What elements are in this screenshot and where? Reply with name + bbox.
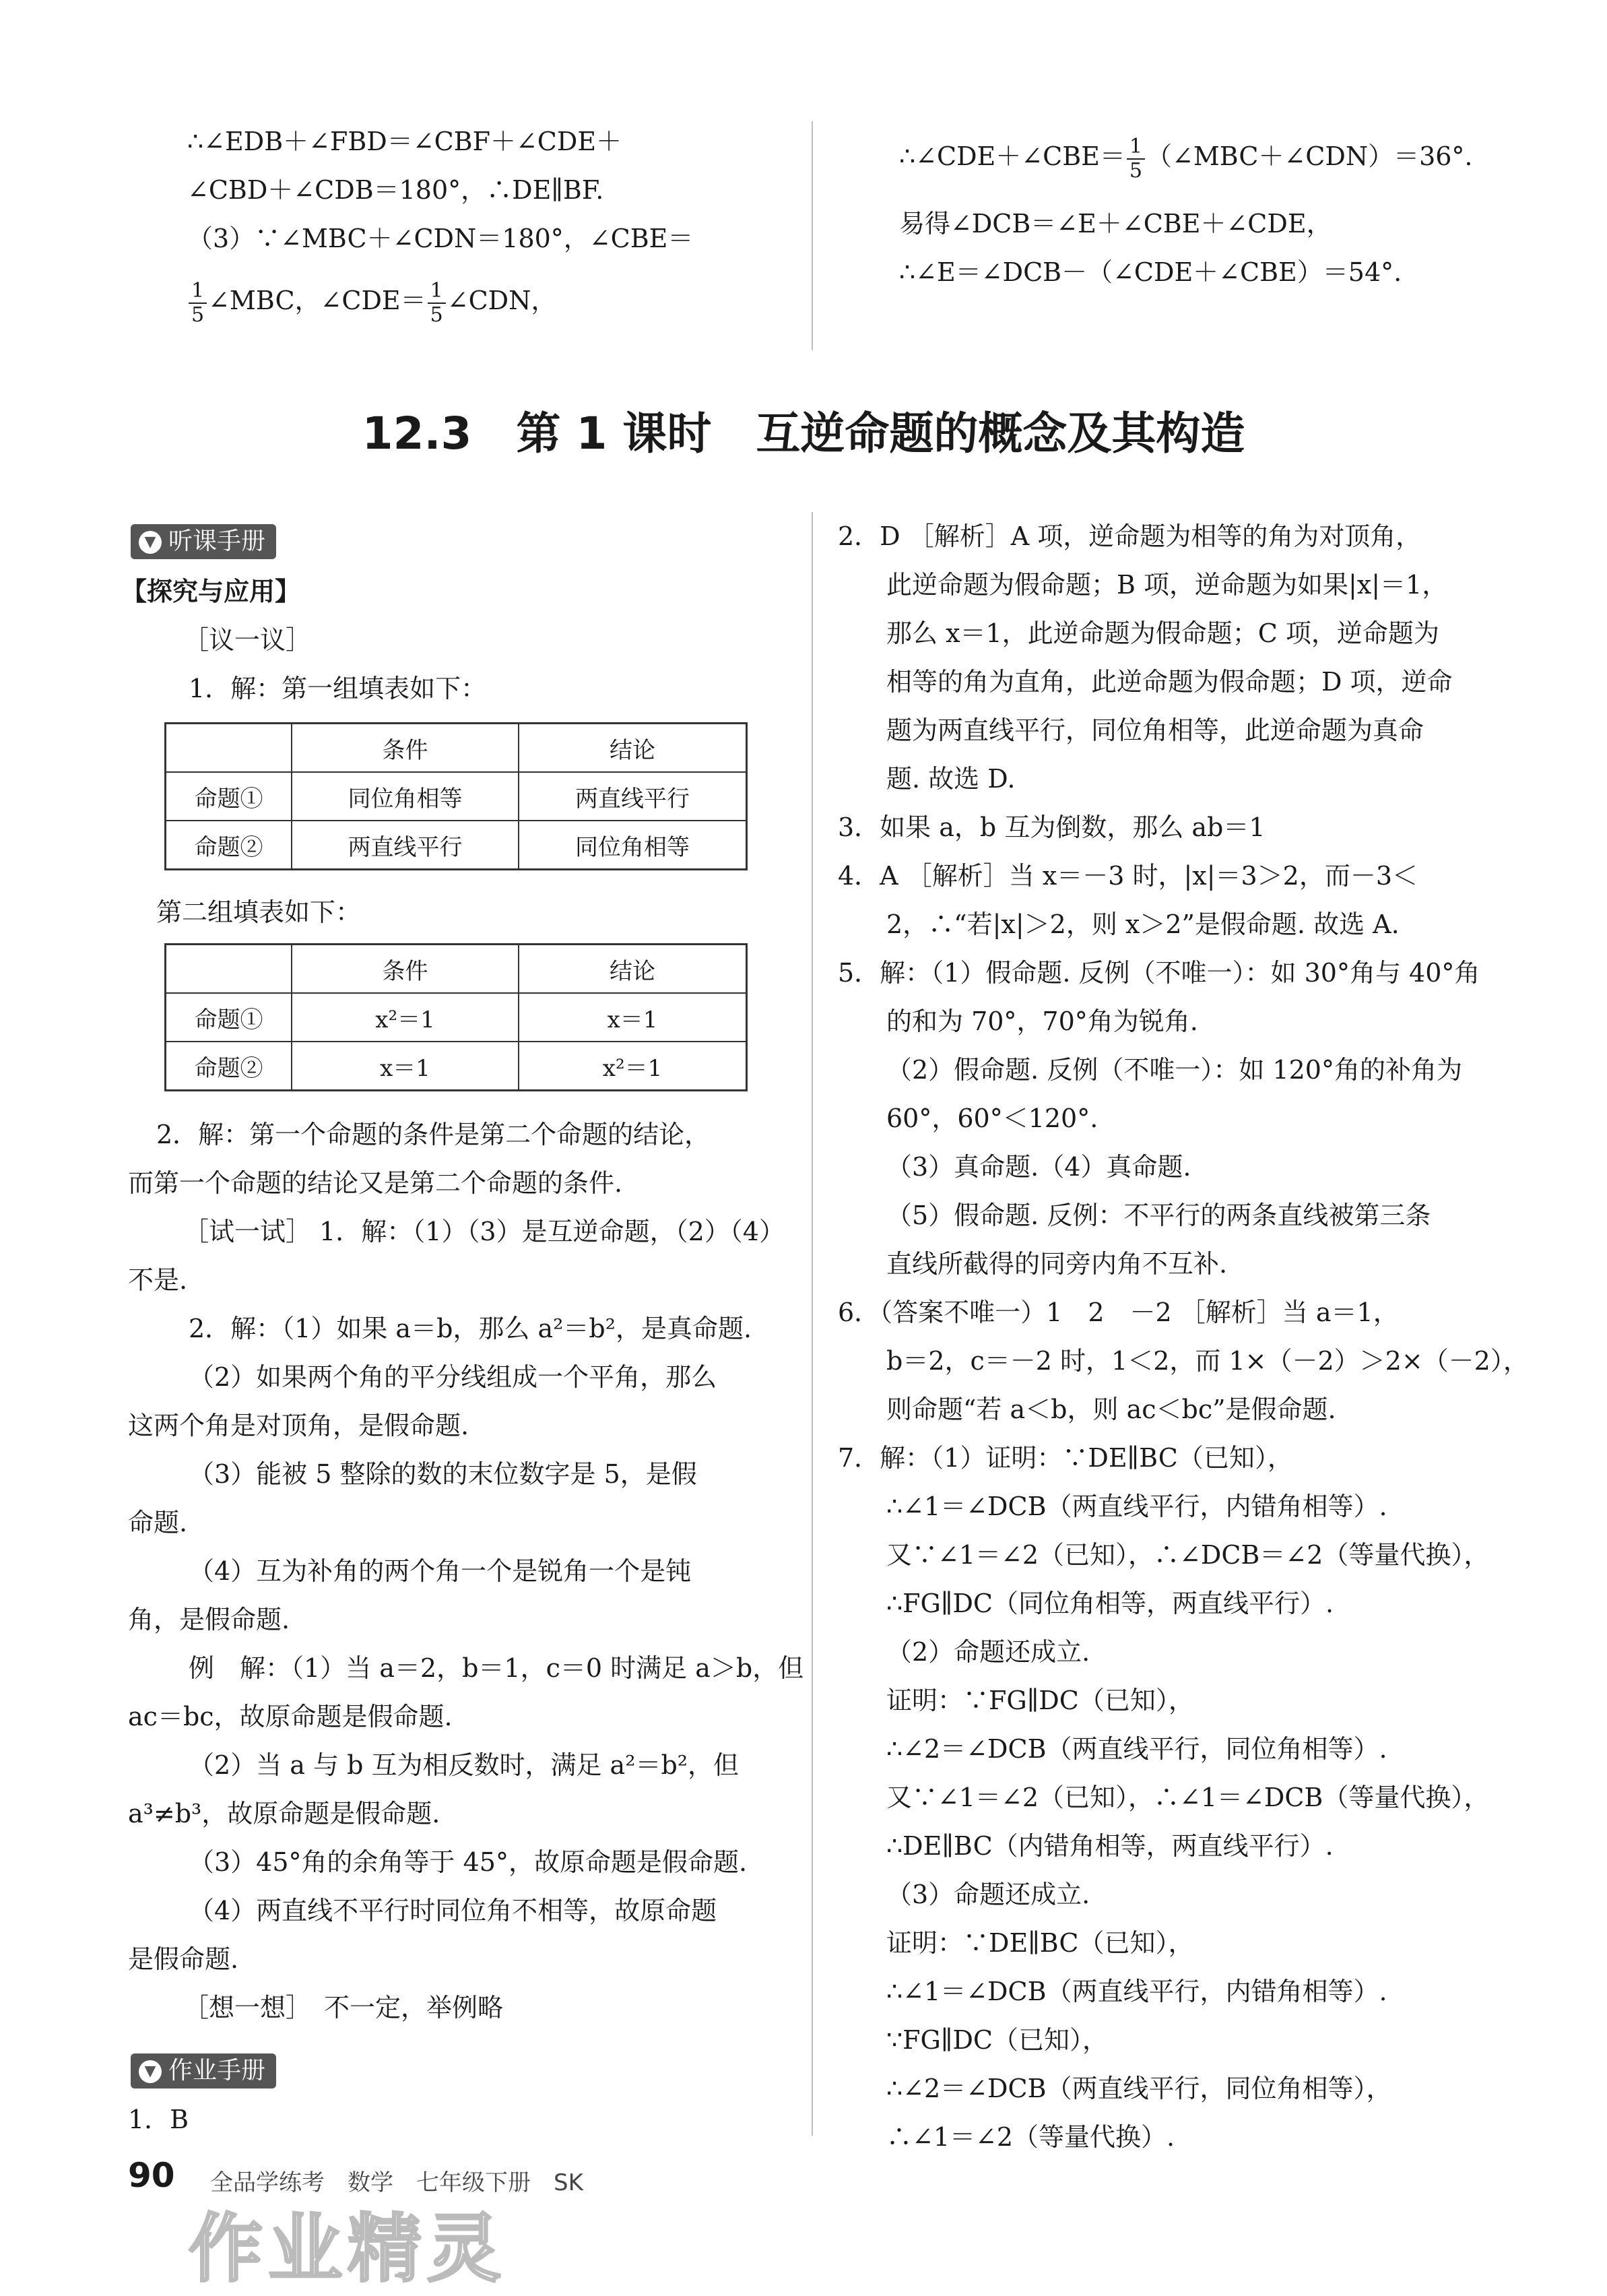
right-line: 题. 故选 D.	[886, 764, 1016, 794]
page-number: 90	[128, 2156, 175, 2195]
right-line: 又∵∠1＝∠2（已知），∴∠DCB＝∠2（等量代换），	[886, 1540, 1490, 1570]
right-line: 7．解：（1）证明：∵DE∥BC（已知），	[838, 1443, 1293, 1473]
right-line: 6．（答案不唯一）1 2 －2 ［解析］当 a＝1，	[838, 1298, 1399, 1327]
table-group-1	[164, 722, 748, 870]
table-cell: 同位角相等	[519, 821, 747, 870]
table-header-cell: 结论	[519, 724, 747, 773]
right-line: 题为两直线平行，同位角相等，此逆命题为真命	[886, 715, 1424, 745]
table-header-row	[166, 724, 747, 773]
right-line: 60°，60°＜120°.	[886, 1104, 1098, 1133]
table-header-cell: 结论	[519, 945, 747, 994]
table-cell: 命题①	[166, 772, 292, 821]
right-line: 2．D ［解析］A 项，逆命题为相等的角为对顶角，	[838, 521, 1422, 551]
column-divider	[812, 512, 813, 2136]
left-line: a³≠b³，故原命题是假命题.	[128, 1799, 440, 1828]
fraction-one-fifth: $\frac{1}{5}$	[428, 280, 446, 327]
right-line: ∴∠2＝∠DCB（两直线平行，同位角相等），	[886, 2074, 1392, 2103]
left-line: （4）互为补角的两个角一个是锐角一个是钝	[189, 1556, 692, 1586]
table-row	[166, 772, 747, 821]
top-left-line-3: （3）∵∠MBC＋∠CDN＝180°，∠CBE＝	[187, 224, 694, 253]
left-line: （4）两直线不平行时同位角不相等，故原命题	[189, 1896, 717, 1925]
table-header-cell	[166, 724, 292, 773]
table-header-row	[166, 945, 747, 994]
right-line: 证明：∵FG∥DC（已知），	[886, 1686, 1194, 1715]
left-line: 这两个角是对顶角，是假命题.	[128, 1411, 469, 1440]
right-line: 3．如果 a，b 互为倒数，那么 ab＝1	[838, 812, 1266, 842]
right-line: 则命题“若 a＜b，则 ac＜bc”是假命题.	[886, 1395, 1336, 1424]
top-left-line-4: $\frac{1}{5}$ ∠MBC，∠CDE＝ $\frac{1}{5}$ ∠CDN，	[187, 276, 556, 327]
right-line: ∴∠1＝∠DCB（两直线平行，内错角相等）.	[886, 1977, 1387, 2006]
table-cell: x＝1	[519, 993, 747, 1042]
left-line: ［想一想］ 不一定，举例略	[183, 1993, 504, 2022]
table-cell: x²＝1	[519, 1042, 747, 1091]
right-line: 证明：∵DE∥BC（已知），	[886, 1928, 1194, 1958]
right-line: 2，∴“若|x|＞2，则 x＞2”是假命题. 故选 A.	[886, 910, 1400, 939]
top-right-line-3: ∴∠E＝∠DCB－（∠CDE＋∠CBE）＝54°.	[899, 257, 1402, 287]
table-header-cell	[166, 945, 292, 994]
right-line: ∴∠2＝∠DCB（两直线平行，同位角相等）.	[886, 1734, 1387, 1764]
table-row	[166, 1042, 747, 1091]
discuss-heading: ［议一议］	[183, 625, 312, 655]
table-cell: 命题②	[166, 821, 292, 870]
footer-text: 全品学练考 数学 七年级下册 SK	[210, 2169, 583, 2196]
left-line: ac＝bc，故原命题是假命题.	[128, 1702, 453, 1731]
table-row	[166, 821, 747, 870]
right-line: ∴DE∥BC（内错角相等，两直线平行）.	[886, 1831, 1334, 1861]
fraction-one-fifth: $\frac{1}{5}$	[1127, 135, 1145, 183]
right-line: 4．A ［解析］当 x＝－3 时，|x|＝3＞2，而－3＜	[838, 861, 1418, 891]
table-cell: 命题②	[166, 1042, 292, 1091]
right-line: 的和为 70°，70°角为锐角.	[886, 1007, 1198, 1036]
q1-line: 1．解：第一组填表如下：	[189, 674, 487, 703]
table-group-2	[164, 943, 748, 1091]
left-line: 角，是假命题.	[128, 1605, 290, 1634]
right-line: ∵FG∥DC（已知），	[886, 2025, 1108, 2055]
left-line: 例 解：（1）当 a＝2，b＝1，c＝0 时满足 a＞b，但	[189, 1653, 804, 1683]
listen-handbook-tag: ▼ 听课手册	[131, 524, 276, 559]
top-left-line-2: ∠CBD＋∠CDB＝180°，∴DE∥BF.	[187, 175, 604, 205]
top-right-line-2: 易得∠DCB＝∠E＋∠CBE＋∠CDE，	[899, 209, 1332, 238]
table-header-cell: 条件	[292, 724, 519, 773]
right-line: ∴FG∥DC（同位角相等，两直线平行）.	[886, 1589, 1334, 1618]
table-header-cell: 条件	[292, 945, 519, 994]
top-left-line-1: ∴∠EDB＋∠FBD＝∠CBF＋∠CDE＋	[187, 127, 622, 156]
right-line: 那么 x＝1，此逆命题为假命题；C 项，逆命题为	[886, 618, 1439, 648]
right-line: 5．解：（1）假命题. 反例（不唯一）：如 30°角与 40°角	[838, 958, 1480, 988]
right-line: b＝2，c＝－2 时，1＜2，而 1×（－2）＞2×（－2），	[886, 1346, 1529, 1376]
right-line: （3）真命题.（4）真命题.	[886, 1152, 1191, 1182]
top-column-divider	[812, 121, 813, 350]
right-line: （5）假命题. 反例：不平行的两条直线被第三条	[886, 1201, 1431, 1230]
left-line: 2．解：（1）如果 a＝b，那么 a²＝b²，是真命题.	[189, 1314, 752, 1343]
explore-heading: 【探究与应用】	[121, 577, 301, 606]
right-line: （2）假命题. 反例（不唯一）：如 120°角的补角为	[886, 1055, 1462, 1085]
table-row	[166, 993, 747, 1042]
left-line: 2．解：第一个命题的条件是第二个命题的结论，	[156, 1120, 711, 1149]
left-line: （2）如果两个角的平分线组成一个平角，那么	[189, 1362, 717, 1392]
left-line: 而第一个命题的结论又是第二个命题的条件.	[128, 1168, 623, 1198]
right-line: （2）命题还成立.	[886, 1637, 1090, 1667]
left-line: 是假命题.	[128, 1944, 239, 1974]
left-line: 不是.	[128, 1265, 188, 1295]
right-line: ∴∠1＝∠DCB（两直线平行，内错角相等）.	[886, 1492, 1387, 1521]
right-line: 直线所截得的同旁内角不互补.	[886, 1249, 1228, 1279]
chevron-down-icon: ▼	[139, 531, 162, 554]
left-line: （2）当 a 与 b 互为相反数时，满足 a²＝b²，但	[189, 1750, 740, 1780]
right-line: 相等的角为直角，此逆命题为假命题；D 项，逆命	[886, 667, 1453, 697]
table-cell: 命题①	[166, 993, 292, 1042]
watermark-text: 作业精灵	[189, 2206, 506, 2292]
right-line: 又∵∠1＝∠2（已知），∴∠1＝∠DCB（等量代换），	[886, 1783, 1490, 1812]
right-line: ∴∠1＝∠2（等量代换）.	[886, 2122, 1175, 2152]
fraction-one-fifth: $\frac{1}{5}$	[189, 280, 207, 327]
table-cell: 两直线平行	[292, 821, 519, 870]
right-line: （3）命题还成立.	[886, 1880, 1090, 1909]
left-line: （3）能被 5 整除的数的末位数字是 5，是假	[189, 1459, 697, 1489]
table-cell: 两直线平行	[519, 772, 747, 821]
left-line: ［试一试］ 1．解：（1）（3）是互逆命题，（2）（4）	[183, 1217, 785, 1246]
left-line: 命题.	[128, 1508, 188, 1537]
chevron-down-icon: ▼	[139, 2060, 162, 2083]
group2-line: 第二组填表如下：	[156, 897, 362, 927]
right-line: 此逆命题为假命题；B 项，逆命题为如果|x|＝1，	[886, 570, 1448, 600]
top-right-line-1: ∴∠CDE＋∠CBE＝ $\frac{1}{5}$ （∠MBC＋∠CDN）＝36°.	[899, 134, 1473, 183]
homework-handbook-tag: ▼ 作业手册	[131, 2053, 276, 2088]
left-line: （3）45°角的余角等于 45°，故原命题是假命题.	[189, 1847, 748, 1877]
table-cell: x＝1	[292, 1042, 519, 1091]
hw-answer-1: 1．B	[128, 2105, 189, 2134]
table-cell: x²＝1	[292, 993, 519, 1042]
section-title: 12.3 第 1 课时 互逆命题的概念及其构造	[362, 408, 1245, 459]
table-cell: 同位角相等	[292, 772, 519, 821]
